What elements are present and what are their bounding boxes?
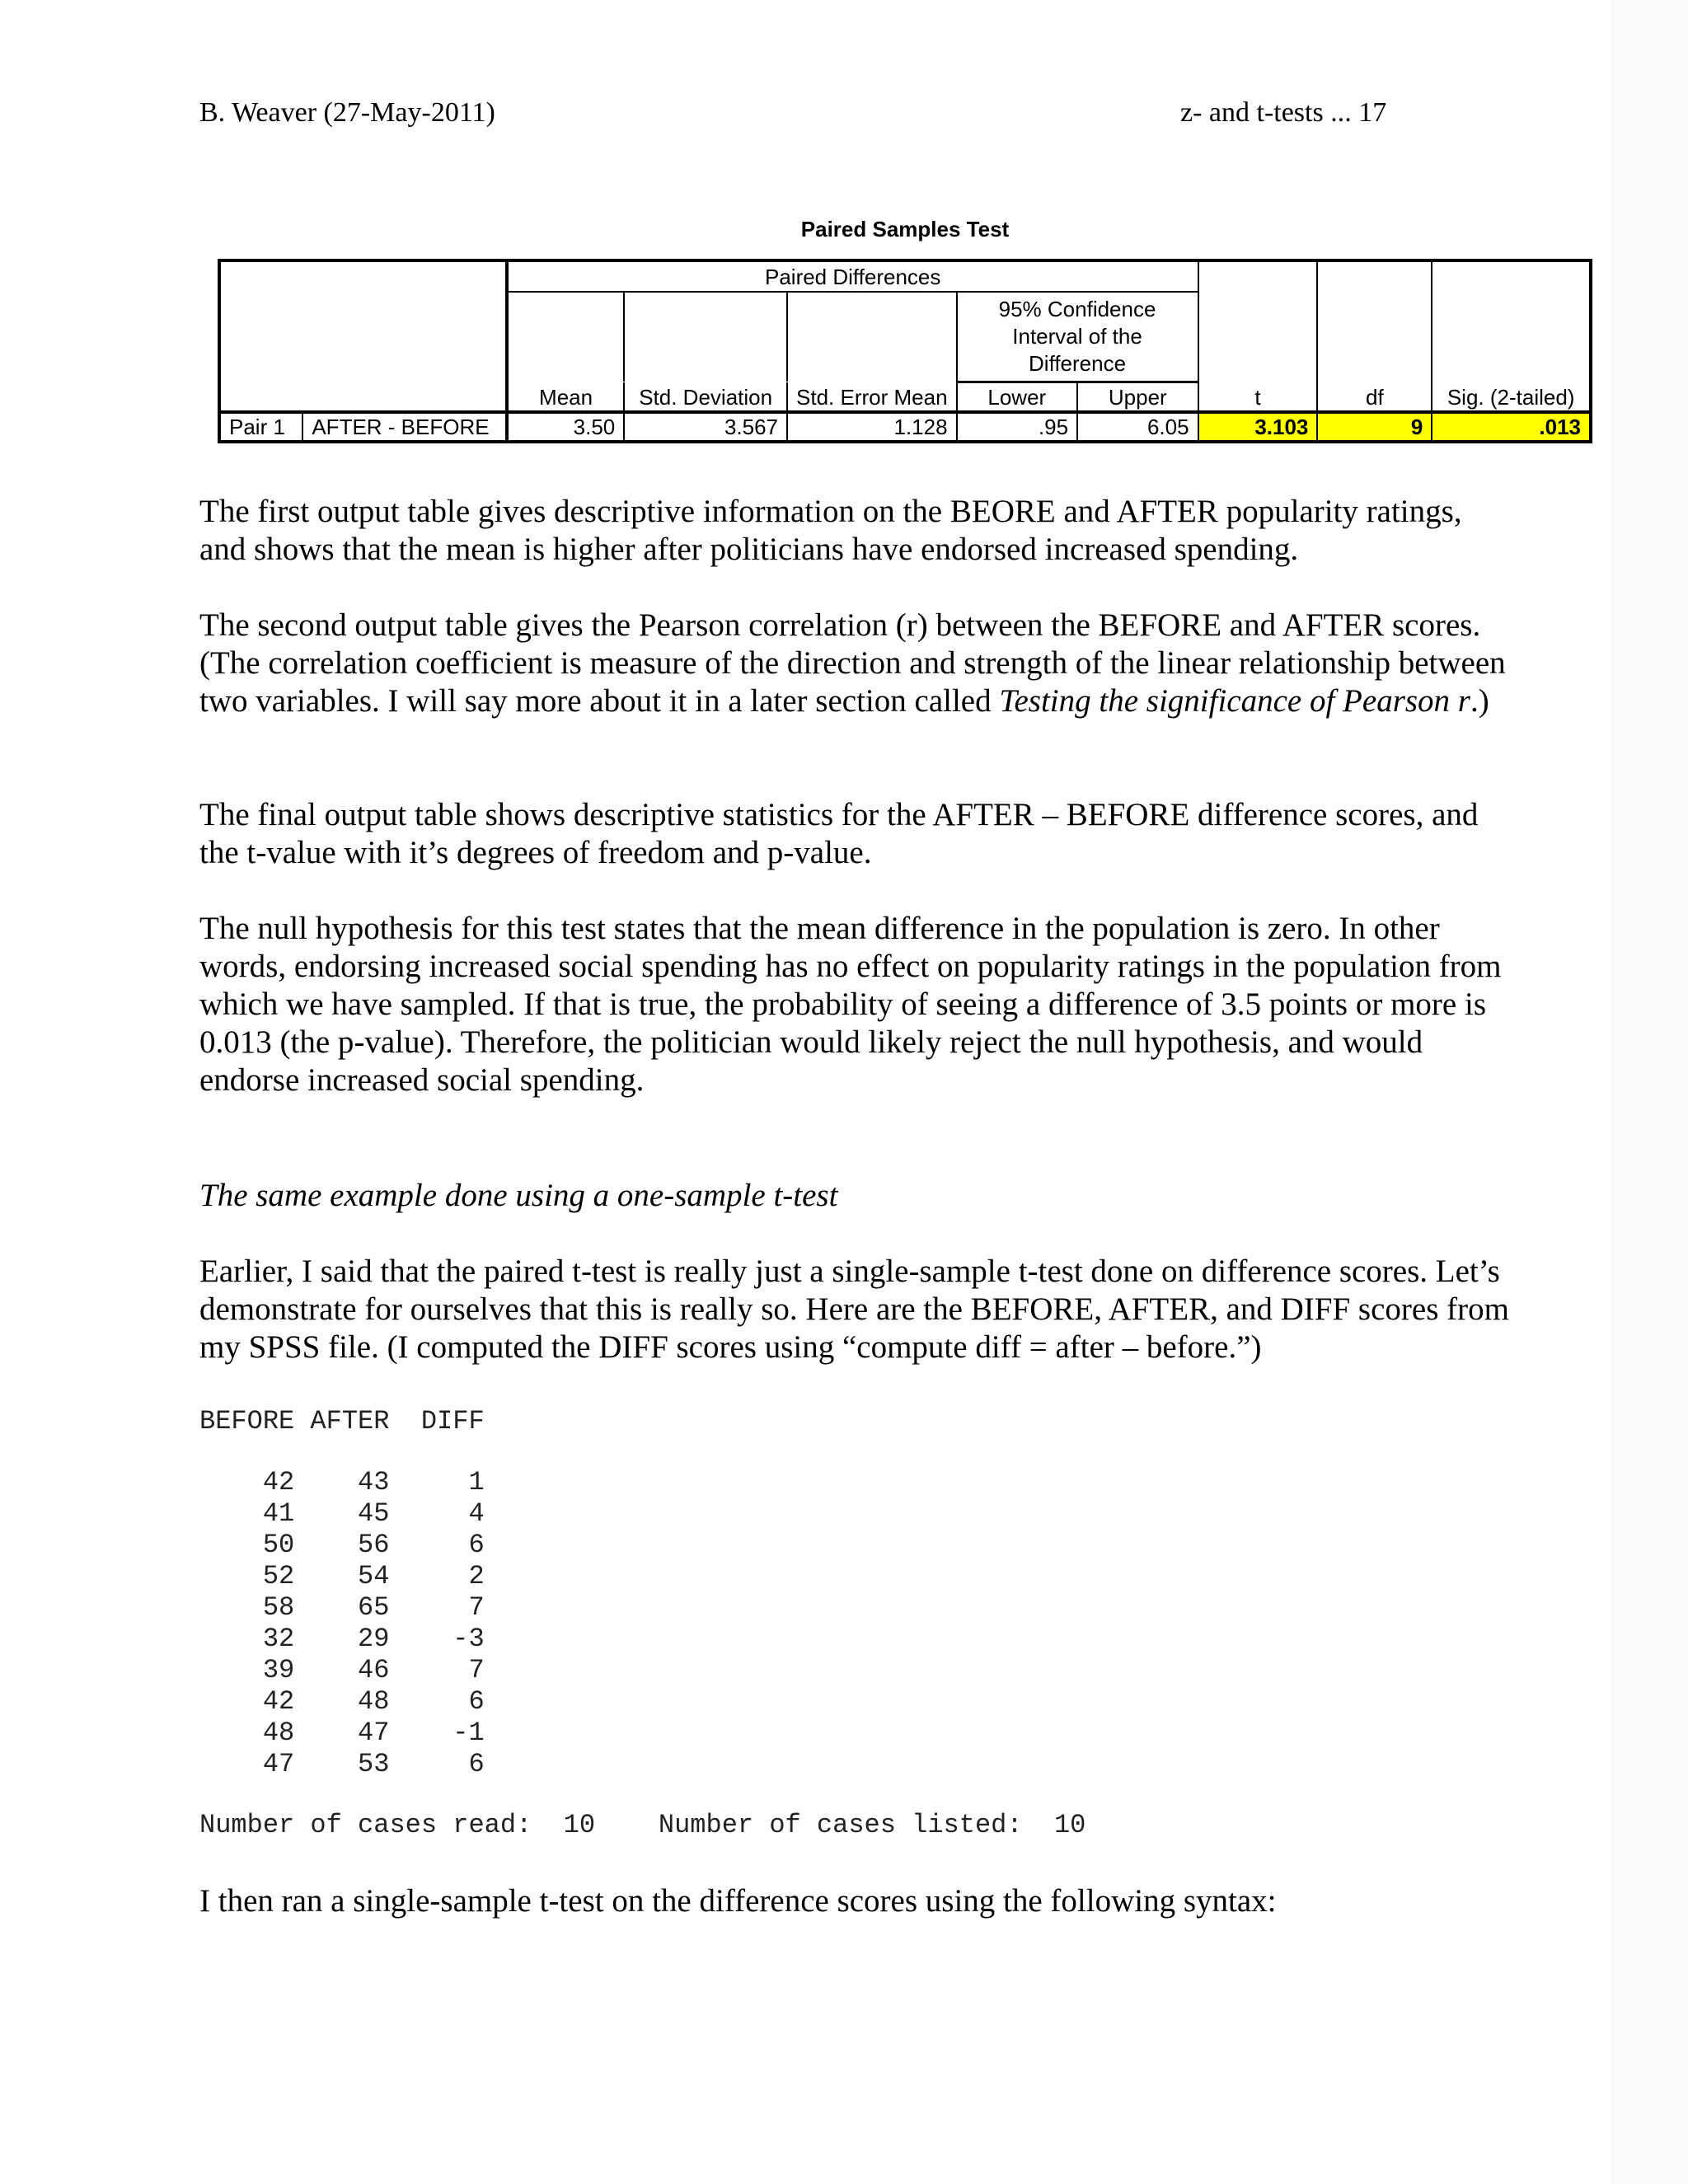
section-heading: The same example done using a one-sample t-test <box>199 1178 838 1213</box>
listing-row: 42 43 1 <box>199 1467 485 1497</box>
running-header-right: z- and t-tests ... 17 <box>1180 97 1387 128</box>
ci-header: 95% Confidence Interval of the Difference <box>957 292 1198 382</box>
paragraph-text: The first output table gives descriptive information on the BEORE and AFTER popularity ratings, and shows that the mean is higher after politicians have endorsed increased spending. <box>199 494 1462 567</box>
paragraph-syntax <box>199 1882 1510 1920</box>
col-upper: Upper <box>1077 382 1198 412</box>
paragraph-text: The final output table shows descriptive statistics for the AFTER – BEFORE difference scores, and the t-value with it’s degrees of freedom and p-value. <box>199 797 1479 870</box>
table-stub-header <box>219 260 507 382</box>
paragraph-final-output <box>199 796 1510 872</box>
paragraph-text: I then ran a single-sample t-test on the difference scores using the following syntax: <box>199 1883 1277 1919</box>
table-title: Paired Samples Test <box>800 217 1010 241</box>
cell-sig: .013 <box>1432 412 1591 442</box>
cell-df: 9 <box>1317 412 1432 442</box>
df-header-top <box>1317 260 1432 382</box>
listing-row: 47 53 6 <box>199 1749 485 1779</box>
listing-row: 42 48 6 <box>199 1686 485 1717</box>
paragraph-part: The second output table gives the Pearson correlation (r) between the BEFORE and AFTER scores. (The correlation coefficient is measure of the direction and strength of the linear relationship between two variables. I will say more about it in a later section called <box>199 607 1506 719</box>
col-sig: Sig. (2-tailed) <box>1432 382 1591 412</box>
listing-row: 41 45 4 <box>199 1498 485 1529</box>
col-std-deviation: Std. Deviation <box>624 382 787 412</box>
paragraph-text: The null hypothesis for this test states that the mean difference in the population is zero. In other words, endorsing increased social spending has no effect on popularity ratings in the population from which we have sampled. If that is true, the probability of seeing a difference of 3.5 points or more is 0.013 (the p-value). Therefore, the politician would likely reject the null hypothesis, and would endorse increased social spending. <box>199 911 1502 1098</box>
row-pair-label: Pair 1 <box>219 412 302 442</box>
listing-row: 48 47 -1 <box>199 1718 485 1748</box>
paragraph-earlier <box>199 1253 1510 1366</box>
listing-rows <box>199 1467 485 1780</box>
table-stub-header-bottom <box>219 382 507 412</box>
paragraph-text: Earlier, I said that the paired t-test is really just a single-sample t-test done on difference scores. Let’s demonstrate for ourselves that this is really so. Here are the BEFORE, AFTER, and DIFF scores from my SPSS file. (I computed the DIFF scores using “compute diff = after – before.”) <box>199 1254 1509 1365</box>
col-df: df <box>1317 382 1432 412</box>
stderr-header-top <box>787 292 957 382</box>
stddev-header-top <box>624 292 787 382</box>
paragraph-first-output <box>199 493 1510 569</box>
col-std-error-mean: Std. Error Mean <box>787 382 957 412</box>
cell-upper: 6.05 <box>1077 412 1198 442</box>
paired-samples-test-table <box>218 259 1592 443</box>
col-t: t <box>1198 382 1318 412</box>
paragraph-null-hypothesis <box>199 910 1510 1099</box>
cell-t: 3.103 <box>1198 412 1318 442</box>
row-variable-label: AFTER - BEFORE <box>302 412 507 442</box>
page-edge-shade <box>1610 0 1688 2184</box>
listing-row: 32 29 -3 <box>199 1624 485 1654</box>
cell-std-error-mean: 1.128 <box>787 412 957 442</box>
listing-footer: Number of cases read: 10 Number of cases listed: 10 <box>199 1810 1086 1840</box>
col-lower: Lower <box>957 382 1078 412</box>
col-mean: Mean <box>507 382 624 412</box>
cell-mean: 3.50 <box>507 412 624 442</box>
paragraph-text <box>199 607 1510 720</box>
listing-row: 58 65 7 <box>199 1592 485 1623</box>
listing-row: 39 46 7 <box>199 1655 485 1685</box>
paragraph-second-output <box>199 607 1510 720</box>
table-row <box>219 412 1591 442</box>
running-header-left: B. Weaver (27-May-2011) <box>199 97 495 128</box>
sig-header-top <box>1432 260 1591 382</box>
section-reference: Testing the significance of Pearson r <box>999 683 1470 719</box>
listing-row: 52 54 2 <box>199 1561 485 1591</box>
listing-row: 50 56 6 <box>199 1530 485 1560</box>
mean-header-top <box>507 292 624 382</box>
cell-std-deviation: 3.567 <box>624 412 787 442</box>
listing-header: BEFORE AFTER DIFF <box>199 1406 485 1436</box>
paragraph-part: .) <box>1470 683 1489 719</box>
cell-lower: .95 <box>957 412 1078 442</box>
group-header: Paired Differences <box>507 260 1198 292</box>
t-header-top <box>1198 260 1318 382</box>
